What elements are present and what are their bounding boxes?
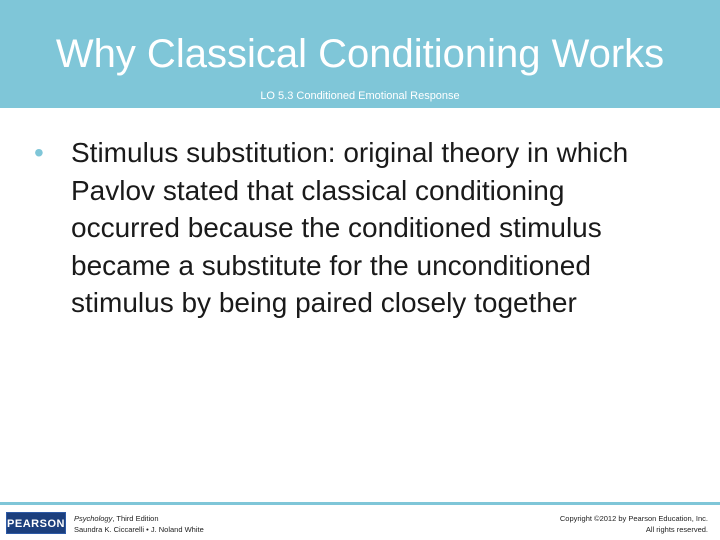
footer-divider	[0, 502, 720, 505]
title-banner	[0, 0, 720, 108]
book-title: Psychology	[74, 514, 113, 523]
slide-subtitle: LO 5.3 Conditioned Emotional Response	[260, 90, 460, 102]
slide-title: Why Classical Conditioning Works	[55, 32, 665, 76]
pearson-logo: PEARSON	[6, 512, 66, 534]
copyright-notice	[560, 513, 708, 535]
book-citation	[74, 513, 204, 535]
copyright-line: Copyright ©2012 by Pearson Education, Inc.	[559, 514, 708, 523]
rights-line: All rights reserved.	[645, 525, 708, 534]
book-edition: , Third Edition	[112, 514, 159, 523]
book-authors: Saundra K. Ciccarelli • J. Noland White	[74, 525, 204, 534]
bullet-text: Stimulus substitution: original theory in which Pavlov stated that classical conditioning occurred because the conditioned stimulus became a substitute for the unconditioned stimulus by being paired closely together	[71, 137, 629, 318]
bullet-icon: •	[34, 137, 44, 168]
slide-body	[34, 134, 674, 322]
bullet-item	[34, 134, 674, 322]
book-title-line	[74, 513, 204, 524]
